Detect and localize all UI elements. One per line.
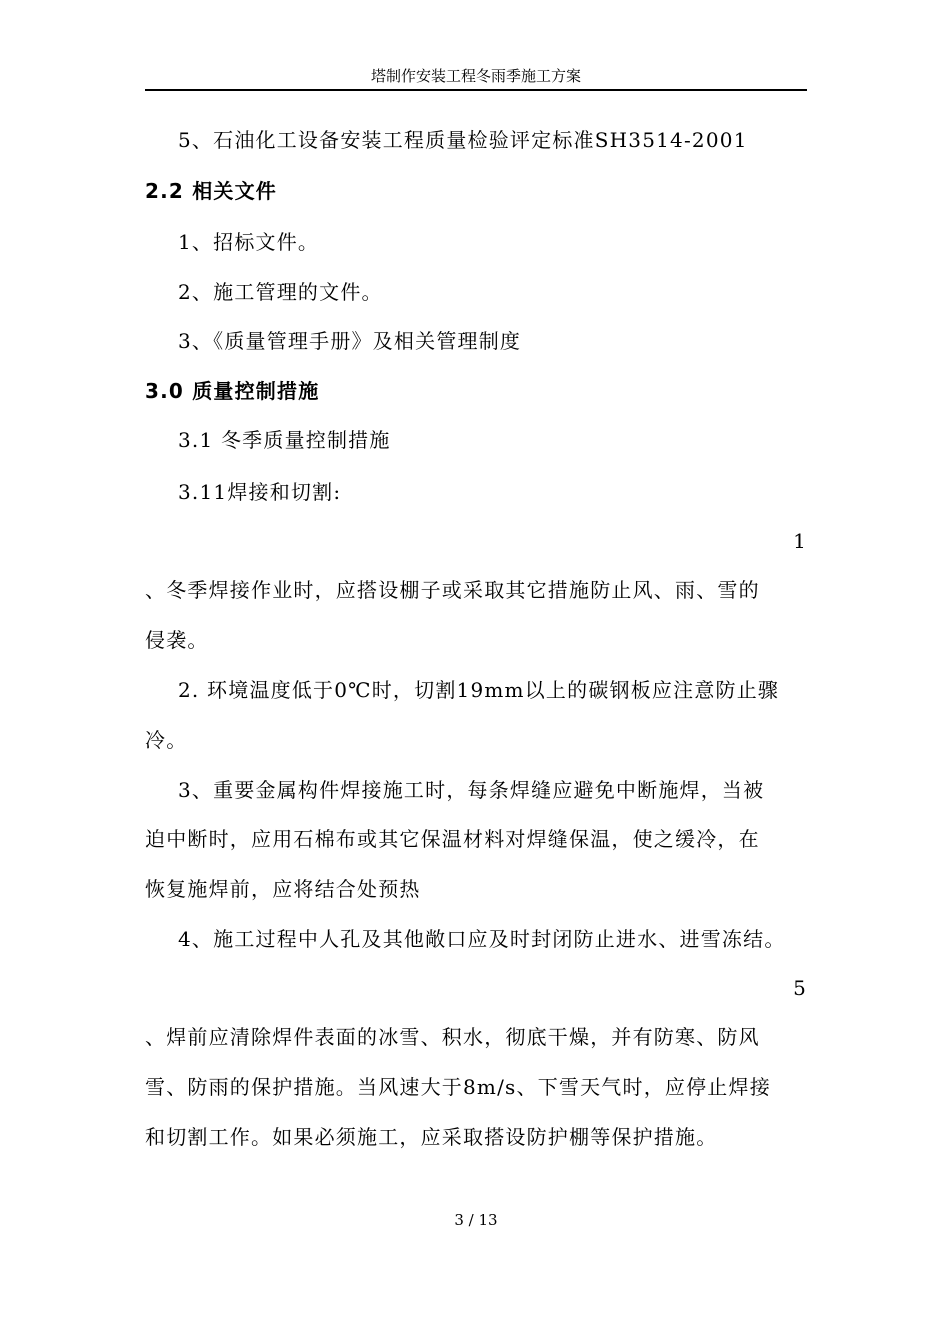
paragraph-line: 恢复施焊前，应将结合处预热	[145, 877, 421, 901]
item-number-1: 1	[793, 529, 807, 553]
page-number: 3 / 13	[454, 1211, 498, 1229]
section-heading-2-2: 2.2 相关文件	[145, 179, 277, 203]
paragraph-line: 、冬季焊接作业时，应搭设棚子或采取其它措施防止风、雨、雪的	[145, 578, 760, 602]
paragraph-line: 冷。	[145, 728, 188, 752]
page-header-title: 塔制作安装工程冬雨季施工方案	[370, 67, 581, 85]
related-document-3: 3、《质量管理手册》及相关管理制度	[178, 329, 522, 353]
reference-standard-5: 5、石油化工设备安装工程质量检验评定标准SH3514-2001	[178, 128, 748, 152]
paragraph-line: 4、施工过程中人孔及其他敞口应及时封闭防止进水、进雪冻结。	[178, 927, 786, 951]
paragraph-line: 和切割工作。如果必须施工，应采取搭设防护棚等保护措施。	[145, 1125, 718, 1149]
subsection-heading-3-11: 3.11焊接和切割:	[178, 480, 342, 504]
paragraph-line: 雪、防雨的保护措施。当风速大于8m/s、下雪天气时，应停止焊接	[145, 1075, 771, 1099]
related-document-1: 1、招标文件。	[178, 230, 320, 254]
section-heading-3-0: 3.0 质量控制措施	[145, 379, 320, 403]
item-number-5: 5	[793, 976, 807, 1000]
header-divider	[145, 89, 807, 91]
paragraph-line: 迫中断时，应用石棉布或其它保温材料对焊缝保温，使之缓冷，在	[145, 827, 760, 851]
related-document-2: 2、施工管理的文件。	[178, 280, 383, 304]
paragraph-line: 、焊前应清除焊件表面的冰雪、积水，彻底干燥，并有防寒、防风	[145, 1025, 760, 1049]
paragraph-line: 3、重要金属构件焊接施工时，每条焊缝应避免中断施焊，当被	[178, 778, 765, 802]
paragraph-line: 2. 环境温度低于0℃时，切割19mm以上的碳钢板应注意防止骤	[178, 678, 780, 702]
subsection-heading-3-1: 3.1 冬季质量控制措施	[178, 428, 391, 452]
paragraph-line: 侵袭。	[145, 628, 209, 652]
